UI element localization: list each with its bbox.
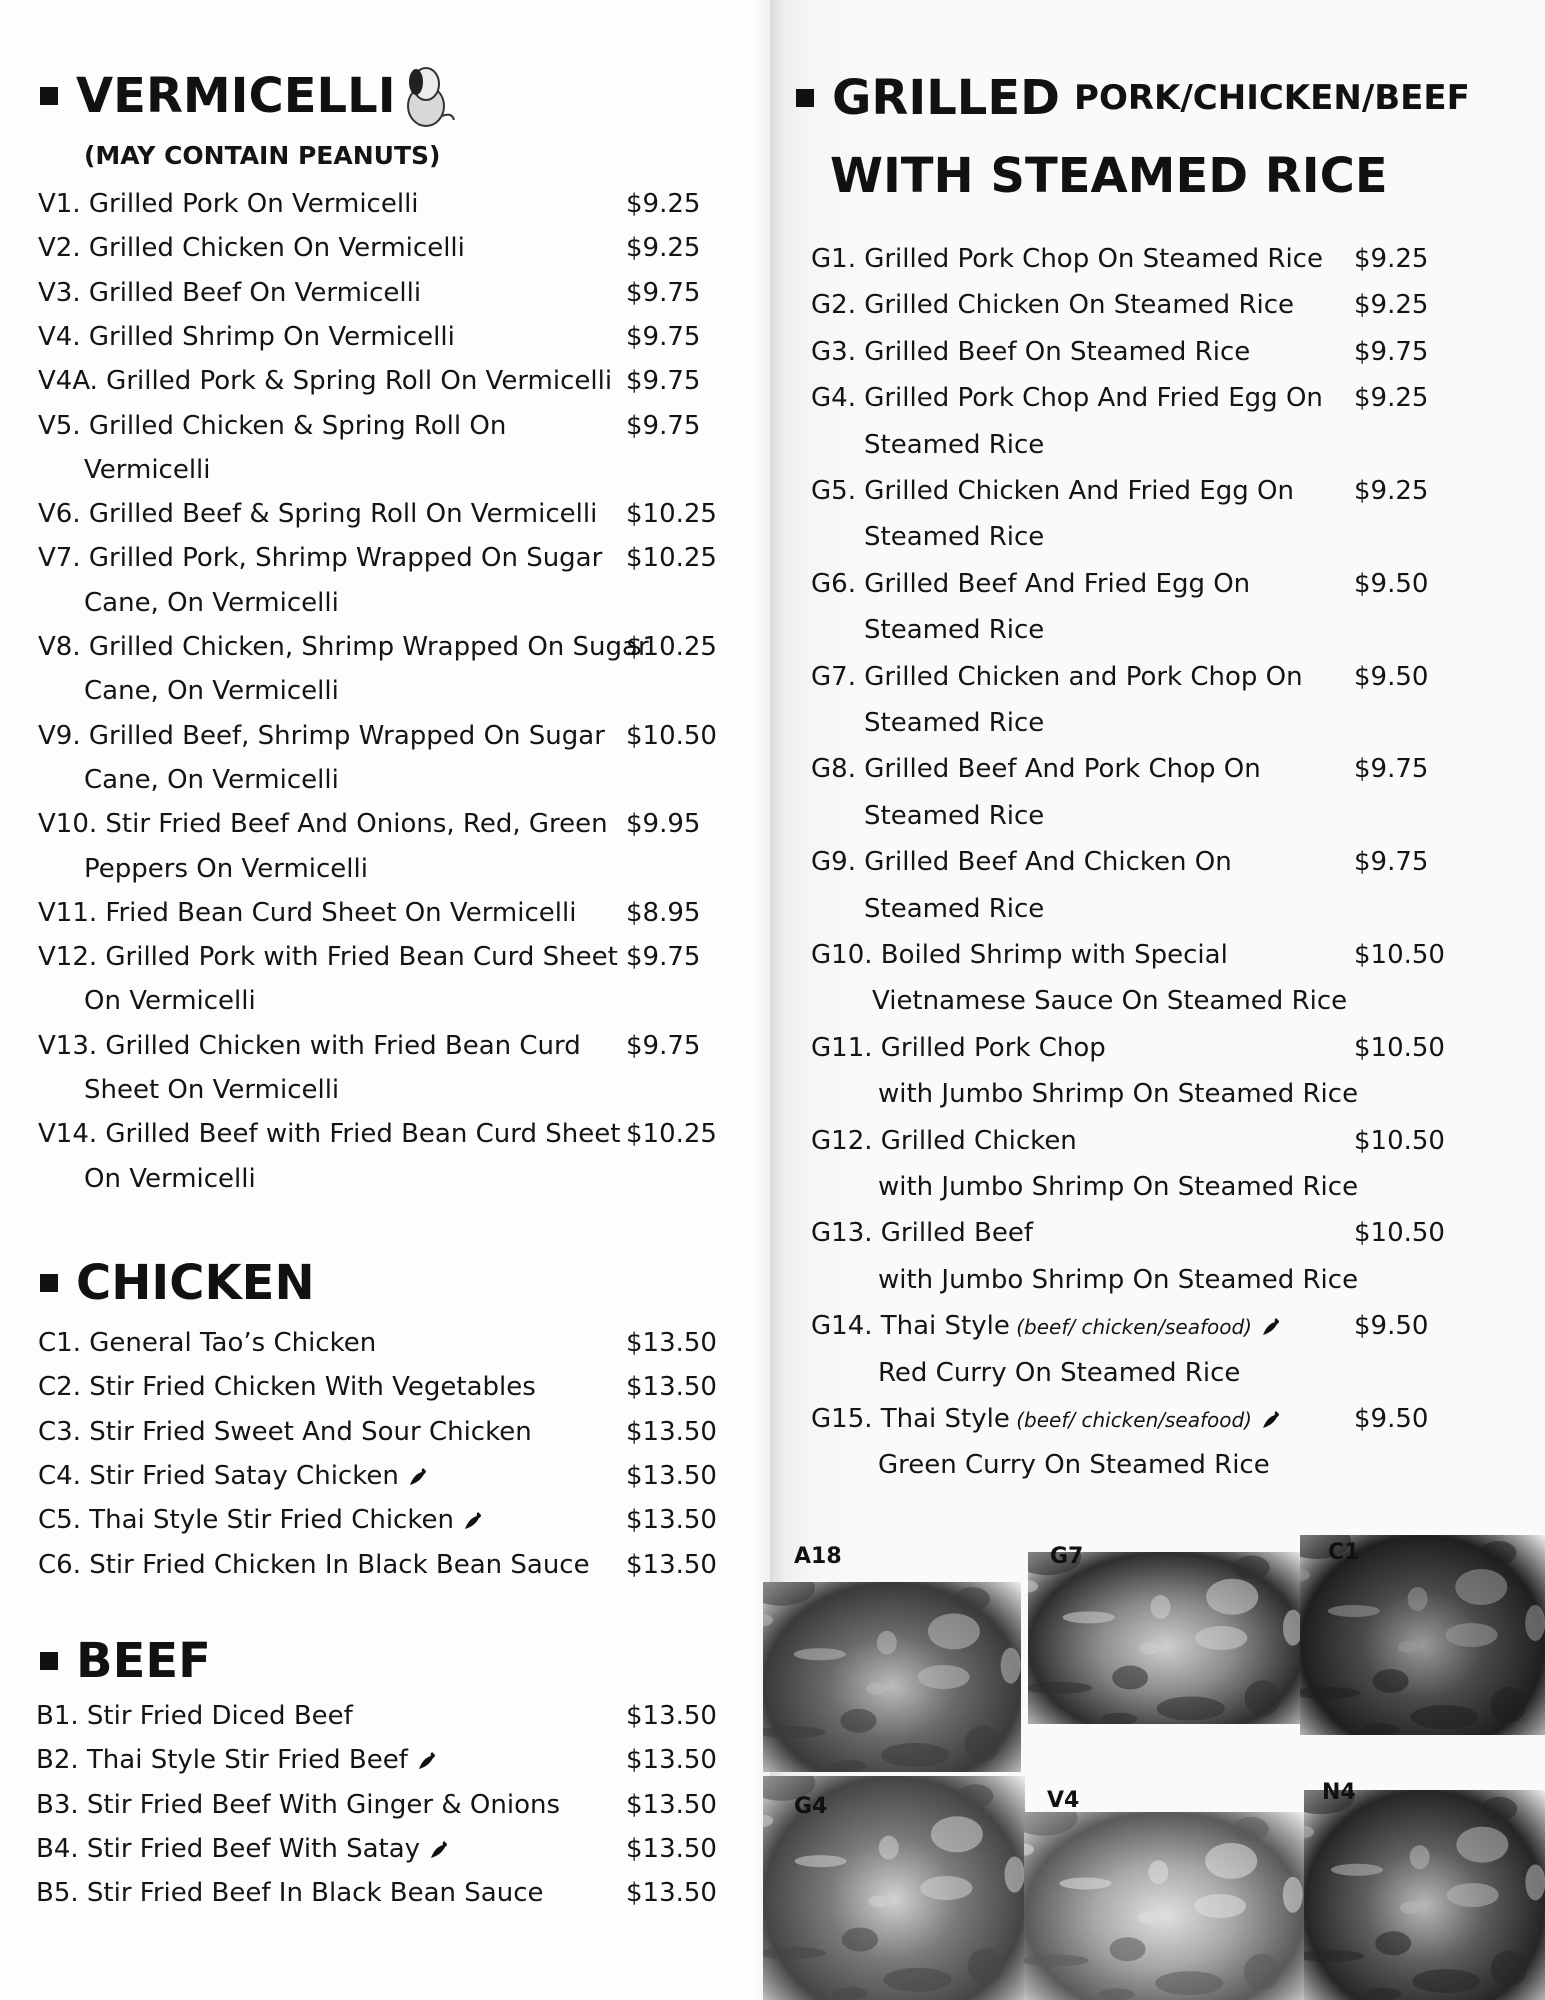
grilled-item-continuation: Steamed Rice	[864, 893, 1045, 924]
vermicelli-item-name	[38, 410, 507, 441]
item-title: G10. Boiled Shrimp with Special	[811, 940, 1228, 970]
grilled-item-price: $10.50	[1354, 940, 1445, 970]
chicken-item-name	[38, 1505, 484, 1536]
grilled-item-price: $9.75	[1354, 336, 1429, 367]
vermicelli-item-name	[38, 809, 608, 840]
vermicelli-item-name	[38, 720, 605, 751]
item-title: C4. Stir Fried Satay Chicken	[38, 1460, 399, 1491]
grilled-item-continuation: with Jumbo Shrimp On Steamed Rice	[878, 1079, 1359, 1110]
item-title: V4. Grilled Shrimp On Vermicelli	[38, 321, 455, 352]
item-title: G5. Grilled Chicken And Fried Egg On	[811, 476, 1294, 506]
grilled-item-price: $10.50	[1354, 1032, 1445, 1063]
grilled-item-price: $9.50	[1354, 1404, 1429, 1434]
item-title: V9. Grilled Beef, Shrimp Wrapped On Sugar	[38, 720, 605, 751]
grilled-item-price: $9.50	[1354, 568, 1429, 599]
beef-item-name	[36, 1789, 561, 1820]
beef-item-name	[36, 1703, 353, 1729]
grilled-item-name	[811, 1218, 1034, 1249]
item-title: V12. Grilled Pork with Fried Bean Curd Sheet	[38, 942, 618, 973]
item-title: G6. Grilled Beef And Fried Egg On	[811, 568, 1251, 599]
food-photo	[1024, 1812, 1304, 2000]
chicken-item-name	[38, 1372, 536, 1403]
grilled-item-price: $9.50	[1354, 1311, 1429, 1342]
square-bullet-icon	[796, 89, 814, 107]
vermicelli-item-continuation: On Vermicelli	[84, 986, 256, 1017]
photo-label: C1	[1328, 1540, 1360, 1565]
grilled-item-name	[811, 568, 1251, 599]
food-photo-art	[1304, 1790, 1545, 2000]
grilled-item-price: $9.25	[1354, 383, 1429, 414]
item-title: G14. Thai Style	[811, 1311, 1010, 1342]
chicken-item-price: $13.50	[626, 1505, 717, 1536]
grilled-item-price: $9.25	[1354, 290, 1429, 321]
grilled-item-name	[811, 1311, 1282, 1342]
vermicelli-item-name	[38, 321, 455, 352]
item-options: (beef/ chicken/seafood)	[1009, 1408, 1252, 1432]
item-title: V7. Grilled Pork, Shrimp Wrapped On Sugar	[38, 543, 603, 574]
square-bullet-icon	[40, 1274, 58, 1292]
grilled-heading-line2: WITH STEAMED RICE	[830, 148, 1388, 204]
grilled-item-price: $9.75	[1354, 754, 1429, 785]
grilled-item-continuation: Steamed Rice	[864, 708, 1045, 738]
vermicelli-item-price: $9.75	[626, 366, 701, 397]
food-photo-art	[1024, 1812, 1304, 2000]
grilled-item-name	[811, 1032, 1106, 1063]
vermicelli-item-continuation: On Vermicelli	[84, 1163, 256, 1194]
square-bullet-icon	[40, 1652, 58, 1670]
chicken-title: CHICKEN	[76, 1255, 315, 1311]
chicken-item-name	[38, 1416, 532, 1447]
item-title: B1. Stir Fried Diced Beef	[36, 1701, 353, 1731]
vermicelli-item-name	[38, 897, 577, 928]
vermicelli-item-name	[38, 499, 598, 530]
item-title: C1. General Tao’s Chicken	[38, 1328, 377, 1358]
vermicelli-item-name	[38, 1030, 581, 1061]
item-title: G7. Grilled Chicken and Pork Chop On	[811, 661, 1303, 692]
vermicelli-item-name	[38, 277, 422, 308]
item-title: B2. Thai Style Stir Fried Beef	[36, 1745, 408, 1776]
chili-icon	[416, 1749, 438, 1771]
item-title: C6. Stir Fried Chicken In Black Bean Sauce	[38, 1549, 590, 1580]
vermicelli-item-name	[38, 942, 618, 973]
photo-label: N4	[1322, 1780, 1356, 1805]
vermicelli-title: VERMICELLI	[76, 68, 396, 124]
food-photo-art	[763, 1582, 1021, 1772]
vermicelli-item-price: $9.75	[626, 942, 701, 973]
grilled-title-sub: PORK/CHICKEN/BEEF	[1074, 78, 1470, 118]
vermicelli-item-continuation: Cane, On Vermicelli	[84, 587, 339, 618]
vermicelli-item-price: $9.95	[626, 809, 701, 840]
food-photo-art	[1300, 1535, 1545, 1735]
vermicelli-item-price: $9.75	[626, 321, 701, 352]
vermicelli-item-continuation: Peppers On Vermicelli	[84, 853, 368, 884]
beef-item-name	[36, 1878, 544, 1909]
chili-icon	[428, 1838, 450, 1860]
item-options: (beef/ chicken/seafood)	[1009, 1315, 1252, 1340]
vermicelli-item-name	[38, 543, 603, 574]
grilled-item-name	[811, 942, 1228, 968]
beef-item-price: $13.50	[626, 1701, 717, 1731]
beef-item-name	[36, 1745, 438, 1776]
vermicelli-item-price: $9.75	[626, 1030, 701, 1061]
photo-label: A18	[794, 1544, 842, 1569]
chicken-item-price: $13.50	[626, 1460, 717, 1491]
chicken-item-name	[38, 1330, 376, 1356]
grilled-item-name	[811, 1406, 1282, 1432]
chili-icon	[407, 1465, 429, 1487]
vermicelli-item-continuation: Sheet On Vermicelli	[84, 1075, 340, 1105]
food-photo	[1300, 1535, 1545, 1735]
vermicelli-item-continuation: Cane, On Vermicelli	[84, 764, 339, 795]
square-bullet-icon	[40, 87, 58, 105]
beef-title: BEEF	[76, 1633, 211, 1689]
chicken-item-price: $13.50	[626, 1372, 717, 1403]
chicken-heading	[40, 1255, 315, 1311]
vermicelli-item-name	[38, 366, 613, 397]
chili-icon	[1260, 1315, 1282, 1337]
beef-item-price: $13.50	[626, 1833, 717, 1864]
item-title: V3. Grilled Beef On Vermicelli	[38, 277, 422, 308]
chicken-item-price: $13.50	[626, 1416, 717, 1447]
item-title: V10. Stir Fried Beef And Onions, Red, Green	[38, 809, 608, 840]
vermicelli-item-continuation: Vermicelli	[84, 454, 211, 485]
chili-icon	[462, 1509, 484, 1531]
grilled-item-continuation: Vietnamese Sauce On Steamed Rice	[872, 986, 1348, 1017]
grilled-item-continuation: with Jumbo Shrimp On Steamed Rice	[878, 1172, 1359, 1202]
vermicelli-item-price: $10.25	[626, 632, 717, 662]
item-title: B4. Stir Fried Beef With Satay	[36, 1833, 421, 1864]
photo-label: G7	[1050, 1544, 1084, 1569]
chicken-item-price: $13.50	[626, 1549, 717, 1580]
item-title: G15. Thai Style	[811, 1404, 1010, 1434]
item-title: C3. Stir Fried Sweet And Sour Chicken	[38, 1416, 532, 1447]
item-title: G11. Grilled Pork Chop	[811, 1032, 1106, 1063]
grilled-item-name	[811, 661, 1303, 692]
grilled-item-name	[811, 383, 1323, 414]
item-title: V6. Grilled Beef & Spring Roll On Vermicelli	[38, 499, 598, 530]
food-photo	[1304, 1790, 1545, 2000]
vermicelli-item-price: $10.25	[626, 543, 717, 574]
food-photo	[1028, 1552, 1304, 1724]
item-title: C5. Thai Style Stir Fried Chicken	[38, 1505, 454, 1536]
item-title: G1. Grilled Pork Chop On Steamed Rice	[811, 244, 1323, 274]
vermicelli-item-price: $8.95	[626, 897, 701, 928]
peanut-icon	[396, 62, 460, 134]
item-title: G9. Grilled Beef And Chicken On	[811, 847, 1232, 878]
grilled-item-price: $9.50	[1354, 661, 1429, 692]
vermicelli-item-price: $10.25	[626, 499, 717, 530]
item-title: B5. Stir Fried Beef In Black Bean Sauce	[36, 1878, 544, 1909]
grilled-item-name	[811, 336, 1251, 367]
beef-item-name	[36, 1833, 450, 1864]
grilled-item-price: $9.25	[1354, 476, 1429, 506]
chili-icon	[1260, 1408, 1282, 1430]
item-title: G13. Grilled Beef	[811, 1218, 1034, 1249]
grilled-item-name	[811, 478, 1294, 504]
grilled-item-name	[811, 847, 1232, 878]
grilled-item-name	[811, 1125, 1077, 1156]
grilled-item-continuation: Steamed Rice	[864, 615, 1045, 646]
item-title: G4. Grilled Pork Chop And Fried Egg On	[811, 383, 1323, 414]
chicken-item-name	[38, 1549, 590, 1580]
grilled-item-continuation: with Jumbo Shrimp On Steamed Rice	[878, 1264, 1359, 1295]
grilled-item-name	[811, 754, 1261, 785]
vermicelli-item-price: $10.25	[626, 1119, 717, 1150]
vermicelli-item-price: $9.75	[626, 410, 701, 441]
vermicelli-item-continuation: Cane, On Vermicelli	[84, 676, 339, 707]
item-title: V8. Grilled Chicken, Shrimp Wrapped On Sugar	[38, 632, 649, 662]
item-title: V4A. Grilled Pork & Spring Roll On Vermicelli	[38, 366, 613, 397]
grilled-item-continuation: Steamed Rice	[864, 800, 1045, 831]
grilled-item-name	[811, 290, 1295, 321]
grilled-item-continuation: Red Curry On Steamed Rice	[878, 1357, 1241, 1388]
food-photo	[763, 1582, 1021, 1772]
vermicelli-item-name	[38, 191, 419, 217]
photo-label: G4	[794, 1794, 828, 1819]
item-title: C2. Stir Fried Chicken With Vegetables	[38, 1372, 536, 1403]
food-photo-art	[1028, 1552, 1304, 1724]
grilled-heading	[796, 70, 1470, 126]
vermicelli-item-name	[38, 1119, 621, 1150]
vermicelli-item-price: $10.50	[626, 720, 717, 751]
peanut-warning: (MAY CONTAIN PEANUTS)	[84, 141, 441, 170]
grilled-item-continuation: Steamed Rice	[864, 522, 1045, 553]
item-title: V13. Grilled Chicken with Fried Bean Curd	[38, 1030, 581, 1061]
item-title: V11. Fried Bean Curd Sheet On Vermicelli	[38, 897, 577, 928]
item-title: G2. Grilled Chicken On Steamed Rice	[811, 290, 1295, 321]
item-title: V5. Grilled Chicken & Spring Roll On	[38, 410, 507, 441]
vermicelli-heading	[40, 68, 396, 124]
beef-item-price: $13.50	[626, 1878, 717, 1909]
vermicelli-item-name	[38, 233, 465, 264]
grilled-item-continuation: Steamed Rice	[864, 429, 1045, 460]
vermicelli-item-name	[38, 634, 649, 660]
photo-label: V4	[1047, 1788, 1080, 1813]
grilled-item-continuation: Green Curry On Steamed Rice	[878, 1450, 1270, 1481]
grilled-item-name	[811, 246, 1323, 272]
grilled-item-price: $10.50	[1354, 1125, 1445, 1156]
item-title: B3. Stir Fried Beef With Ginger & Onions	[36, 1789, 561, 1820]
vermicelli-item-price: $9.25	[626, 189, 701, 219]
chicken-item-name	[38, 1460, 429, 1491]
beef-item-price: $13.50	[626, 1745, 717, 1776]
vermicelli-item-price: $9.75	[626, 277, 701, 308]
item-title: G12. Grilled Chicken	[811, 1125, 1077, 1156]
item-title: V1. Grilled Pork On Vermicelli	[38, 189, 419, 219]
chicken-item-price: $13.50	[626, 1328, 717, 1358]
grilled-item-price: $10.50	[1354, 1218, 1445, 1249]
item-title: V14. Grilled Beef with Fried Bean Curd Sheet	[38, 1119, 621, 1150]
vermicelli-item-price: $9.25	[626, 233, 701, 264]
grilled-item-price: $9.75	[1354, 847, 1429, 878]
beef-item-price: $13.50	[626, 1789, 717, 1820]
beef-heading	[40, 1633, 211, 1689]
grilled-title-main: GRILLED	[832, 70, 1061, 126]
grilled-item-price: $9.25	[1354, 244, 1429, 274]
item-title: G8. Grilled Beef And Pork Chop On	[811, 754, 1261, 785]
item-title: V2. Grilled Chicken On Vermicelli	[38, 233, 465, 264]
item-title: G3. Grilled Beef On Steamed Rice	[811, 336, 1251, 367]
